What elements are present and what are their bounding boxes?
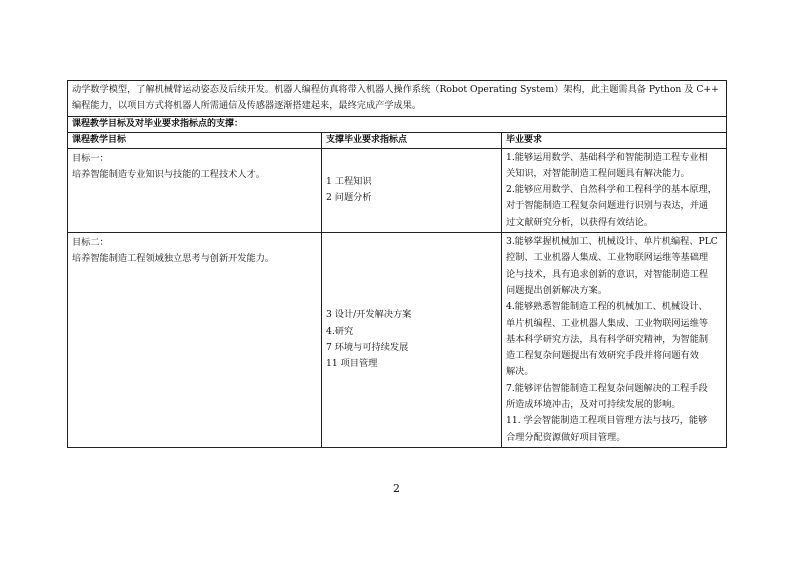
intro-paragraph — [68, 81, 727, 117]
column-header-goal: 课程教学目标 — [68, 132, 322, 148]
requirement-line: 对于智能制造工程复杂问题进行识别与表达，并通 — [506, 200, 709, 212]
requirement-cell — [502, 233, 727, 448]
requirement-line: 7.能够评估智能制造工程复杂问题解决的工程手段 — [506, 382, 708, 394]
table-row-goal-two — [68, 233, 727, 448]
indicator-item: 4.研究 — [326, 325, 354, 337]
goal-cell — [68, 148, 322, 232]
column-header-requirement: 毕业要求 — [502, 132, 727, 148]
goal-title: 目标一： — [72, 152, 109, 164]
table-row-goal-one — [68, 148, 727, 232]
requirement-line: 论与技术，具有追求创新的意识，对智能制造工程 — [506, 268, 709, 280]
section-heading: 课程教学目标及对毕业要求指标点的支撑： — [68, 116, 727, 132]
requirement-line: 11. 学会智能制造工程项目管理方法与技巧，能够 — [506, 415, 708, 427]
goal-text: 培养智能制造专业知识与技能的工程技术人才。 — [72, 168, 265, 180]
requirement-line: 4.能够熟悉智能制造工程的机械加工、机械设计、 — [506, 301, 708, 313]
requirement-line: 合理分配资源做好项目管理。 — [506, 431, 626, 443]
indicator-item: 11 项目管理 — [326, 358, 378, 370]
intro-line: 编程能力，以项目方式将机器人所需通信及传感器逐渐搭建起来，最终完成产学成果。 — [72, 100, 422, 112]
indicator-cell — [322, 233, 502, 448]
requirement-line: 3.能够掌握机械加工、机械设计、单片机编程、PLC — [506, 236, 718, 248]
page-number: 2 — [393, 482, 400, 495]
indicator-cell — [322, 148, 502, 232]
course-objectives-table — [67, 80, 727, 448]
requirement-line: 问题提出创新解决方案。 — [506, 284, 608, 296]
requirement-line: 解决。 — [506, 366, 534, 378]
requirement-line: 造工程复杂问题提出有效研究手段并将问题有效 — [506, 350, 699, 362]
requirement-line: 2.能够应用数学、自然科学和工程科学的基本原理， — [506, 184, 717, 196]
requirement-line: 关知识，对智能制造工程问题具有解决能力。 — [506, 167, 690, 179]
indicator-item: 3 设计/开发解决方案 — [326, 309, 412, 321]
goal-title: 目标二： — [72, 237, 109, 249]
indicator-item: 1 工程知识 — [326, 176, 372, 188]
requirement-line: 基本科学研究方法，具有科学研究精神，为智能制 — [506, 333, 709, 345]
requirement-cell — [502, 148, 727, 232]
intro-line: 动学数学模型，了解机械臂运动姿态及后续开发。机器人编程仿真将带入机器人操作系统（Robot Operating System）架构，此主题需具备 Python 及 C++ — [72, 84, 719, 95]
requirement-line: 控制、工业机器人集成、工业物联网运维等基础理 — [506, 252, 709, 264]
requirement-line: 过文献研究分析，以获得有效结论。 — [506, 216, 653, 228]
goal-cell — [68, 233, 322, 448]
requirement-line: 所造成环境冲击，及对可持续发展的影响。 — [506, 399, 681, 411]
goal-text: 培养智能制造工程领域独立思考与创新开发能力。 — [72, 253, 275, 265]
indicator-item: 2 问题分析 — [326, 192, 372, 204]
requirement-line: 1.能够运用数学、基础科学和智能制造工程专业相 — [506, 151, 708, 163]
indicator-item: 7 环境与可持续发展 — [326, 342, 409, 353]
column-header-indicator: 支撑毕业要求指标点 — [322, 132, 502, 148]
requirement-line: 单片机编程、工业机器人集成、工业物联网运维等 — [506, 317, 709, 329]
